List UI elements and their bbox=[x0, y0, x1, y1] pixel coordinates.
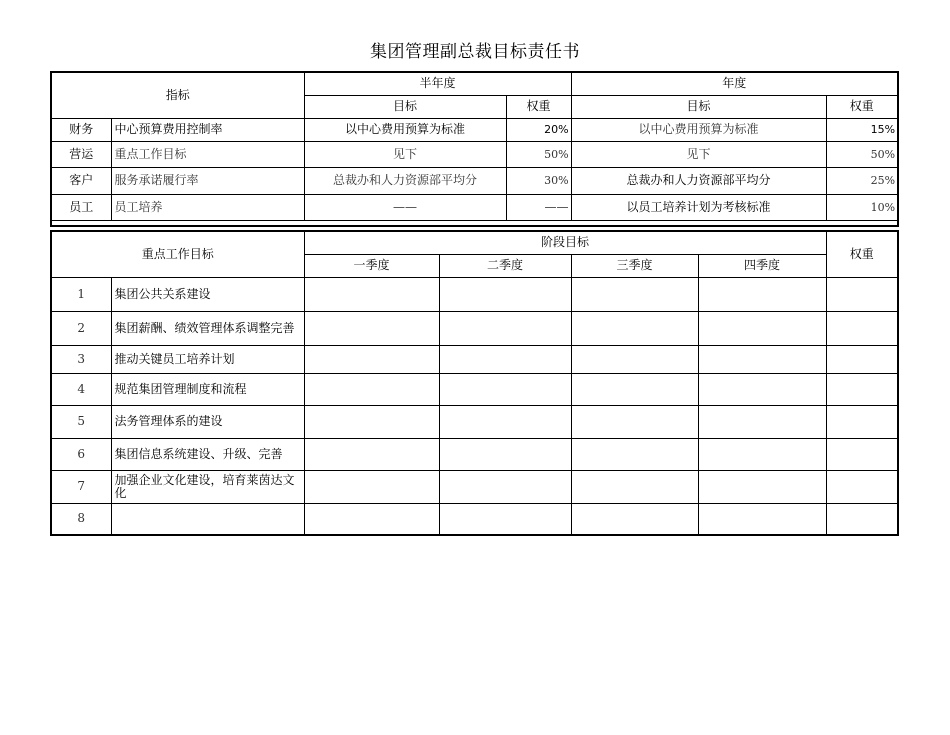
goal-number: 2 bbox=[51, 311, 111, 345]
goal-q4-cell bbox=[698, 345, 826, 373]
kpi-indicator: 服务承诺履行率 bbox=[111, 167, 304, 194]
goal-row bbox=[51, 345, 898, 373]
kpi-category: 财务 bbox=[51, 118, 111, 141]
goal-q1-cell bbox=[304, 373, 439, 405]
goal-q4-cell bbox=[698, 503, 826, 535]
goal-q2-cell bbox=[439, 438, 571, 470]
kpi-row-finance bbox=[51, 118, 898, 141]
goal-q3-cell bbox=[571, 503, 698, 535]
kpi-half-target: 以中心费用预算为标准 bbox=[304, 118, 506, 141]
goal-row bbox=[51, 438, 898, 470]
goal-text: 集团信息系统建设、升级、完善 bbox=[111, 438, 304, 470]
goal-text: 推动关键员工培养计划 bbox=[111, 345, 304, 373]
kpi-year-target: 以中心费用预算为标准 bbox=[571, 118, 826, 141]
kpi-row-customer bbox=[51, 167, 898, 194]
goal-text: 规范集团管理制度和流程 bbox=[111, 373, 304, 405]
kpi-category: 员工 bbox=[51, 194, 111, 220]
goal-q4-cell bbox=[698, 277, 826, 311]
goal-q3-cell bbox=[571, 470, 698, 503]
table-spacer bbox=[51, 220, 898, 226]
goal-q1-cell bbox=[304, 470, 439, 503]
kpi-row-operations bbox=[51, 141, 898, 167]
kpi-year-target: 以员工培养计划为考核标准 bbox=[571, 194, 826, 220]
goal-text: 加强企业文化建设，培育莱茵达文化 bbox=[111, 470, 304, 503]
header-year: 年度 bbox=[571, 72, 898, 95]
kpi-half-weight: 20% bbox=[506, 118, 571, 141]
goal-q3-cell bbox=[571, 373, 698, 405]
goal-q1-cell bbox=[304, 311, 439, 345]
goal-weight-cell bbox=[826, 277, 898, 311]
header-half-target: 目标 bbox=[304, 95, 506, 118]
goal-row bbox=[51, 277, 898, 311]
kpi-year-weight: 25% bbox=[826, 167, 898, 194]
kpi-year-weight: 10% bbox=[826, 194, 898, 220]
kpi-half-weight: —— bbox=[506, 194, 571, 220]
goal-row bbox=[51, 470, 898, 503]
goal-text bbox=[111, 503, 304, 535]
header-indicator: 指标 bbox=[51, 72, 304, 118]
goal-text: 法务管理体系的建设 bbox=[111, 405, 304, 438]
goal-row bbox=[51, 503, 898, 535]
goal-weight-cell bbox=[826, 311, 898, 345]
kpi-half-weight: 50% bbox=[506, 141, 571, 167]
goal-q4-cell bbox=[698, 470, 826, 503]
kpi-table bbox=[50, 71, 899, 227]
header-year-target: 目标 bbox=[571, 95, 826, 118]
header-half-weight: 权重 bbox=[506, 95, 571, 118]
goal-q4-cell bbox=[698, 311, 826, 345]
goal-q3-cell bbox=[571, 438, 698, 470]
kpi-year-weight: 15% bbox=[826, 118, 898, 141]
goal-number: 1 bbox=[51, 277, 111, 311]
kpi-year-target: 总裁办和人力资源部平均分 bbox=[571, 167, 826, 194]
goal-row bbox=[51, 373, 898, 405]
kpi-year-weight: 50% bbox=[826, 141, 898, 167]
goal-number: 4 bbox=[51, 373, 111, 405]
goal-q1-cell bbox=[304, 405, 439, 438]
header-q2: 二季度 bbox=[439, 254, 571, 277]
goal-number: 8 bbox=[51, 503, 111, 535]
goal-weight-cell bbox=[826, 373, 898, 405]
kpi-half-target: 见下 bbox=[304, 141, 506, 167]
kpi-indicator: 中心预算费用控制率 bbox=[111, 118, 304, 141]
header-q3: 三季度 bbox=[571, 254, 698, 277]
goal-q2-cell bbox=[439, 345, 571, 373]
goal-q2-cell bbox=[439, 503, 571, 535]
goal-q3-cell bbox=[571, 311, 698, 345]
goal-q3-cell bbox=[571, 405, 698, 438]
page-title: 集团管理副总裁目标责任书 bbox=[370, 42, 580, 62]
kpi-half-target: —— bbox=[304, 194, 506, 220]
kpi-year-target: 见下 bbox=[571, 141, 826, 167]
header-q1: 一季度 bbox=[304, 254, 439, 277]
goal-weight-cell bbox=[826, 470, 898, 503]
goal-number: 6 bbox=[51, 438, 111, 470]
goal-q2-cell bbox=[439, 277, 571, 311]
header-weight: 权重 bbox=[826, 231, 898, 277]
kpi-indicator: 员工培养 bbox=[111, 194, 304, 220]
goal-q2-cell bbox=[439, 405, 571, 438]
goal-weight-cell bbox=[826, 503, 898, 535]
goal-q2-cell bbox=[439, 311, 571, 345]
goal-q2-cell bbox=[439, 373, 571, 405]
kpi-indicator: 重点工作目标 bbox=[111, 141, 304, 167]
goal-q1-cell bbox=[304, 345, 439, 373]
header-half-year: 半年度 bbox=[304, 72, 571, 95]
goal-weight-cell bbox=[826, 438, 898, 470]
header-year-weight: 权重 bbox=[826, 95, 898, 118]
goal-text: 集团公共关系建设 bbox=[111, 277, 304, 311]
goal-number: 3 bbox=[51, 345, 111, 373]
kpi-half-target: 总裁办和人力资源部平均分 bbox=[304, 167, 506, 194]
goal-q2-cell bbox=[439, 470, 571, 503]
goal-row bbox=[51, 405, 898, 438]
goal-q1-cell bbox=[304, 503, 439, 535]
kpi-category: 营运 bbox=[51, 141, 111, 167]
header-key-goals: 重点工作目标 bbox=[51, 231, 304, 277]
goal-text: 集团薪酬、绩效管理体系调整完善 bbox=[111, 311, 304, 345]
header-q4: 四季度 bbox=[698, 254, 826, 277]
goal-q1-cell bbox=[304, 438, 439, 470]
header-stage-goals: 阶段目标 bbox=[304, 231, 826, 254]
kpi-category: 客户 bbox=[51, 167, 111, 194]
goal-q3-cell bbox=[571, 277, 698, 311]
kpi-half-weight: 30% bbox=[506, 167, 571, 194]
goal-row bbox=[51, 311, 898, 345]
goal-weight-cell bbox=[826, 345, 898, 373]
goal-weight-cell bbox=[826, 405, 898, 438]
kpi-row-employee bbox=[51, 194, 898, 220]
key-goals-table bbox=[50, 230, 899, 536]
goal-q3-cell bbox=[571, 345, 698, 373]
goal-number: 5 bbox=[51, 405, 111, 438]
goal-number: 7 bbox=[51, 470, 111, 503]
goal-q1-cell bbox=[304, 277, 439, 311]
goal-q4-cell bbox=[698, 438, 826, 470]
goal-q4-cell bbox=[698, 373, 826, 405]
goal-q4-cell bbox=[698, 405, 826, 438]
